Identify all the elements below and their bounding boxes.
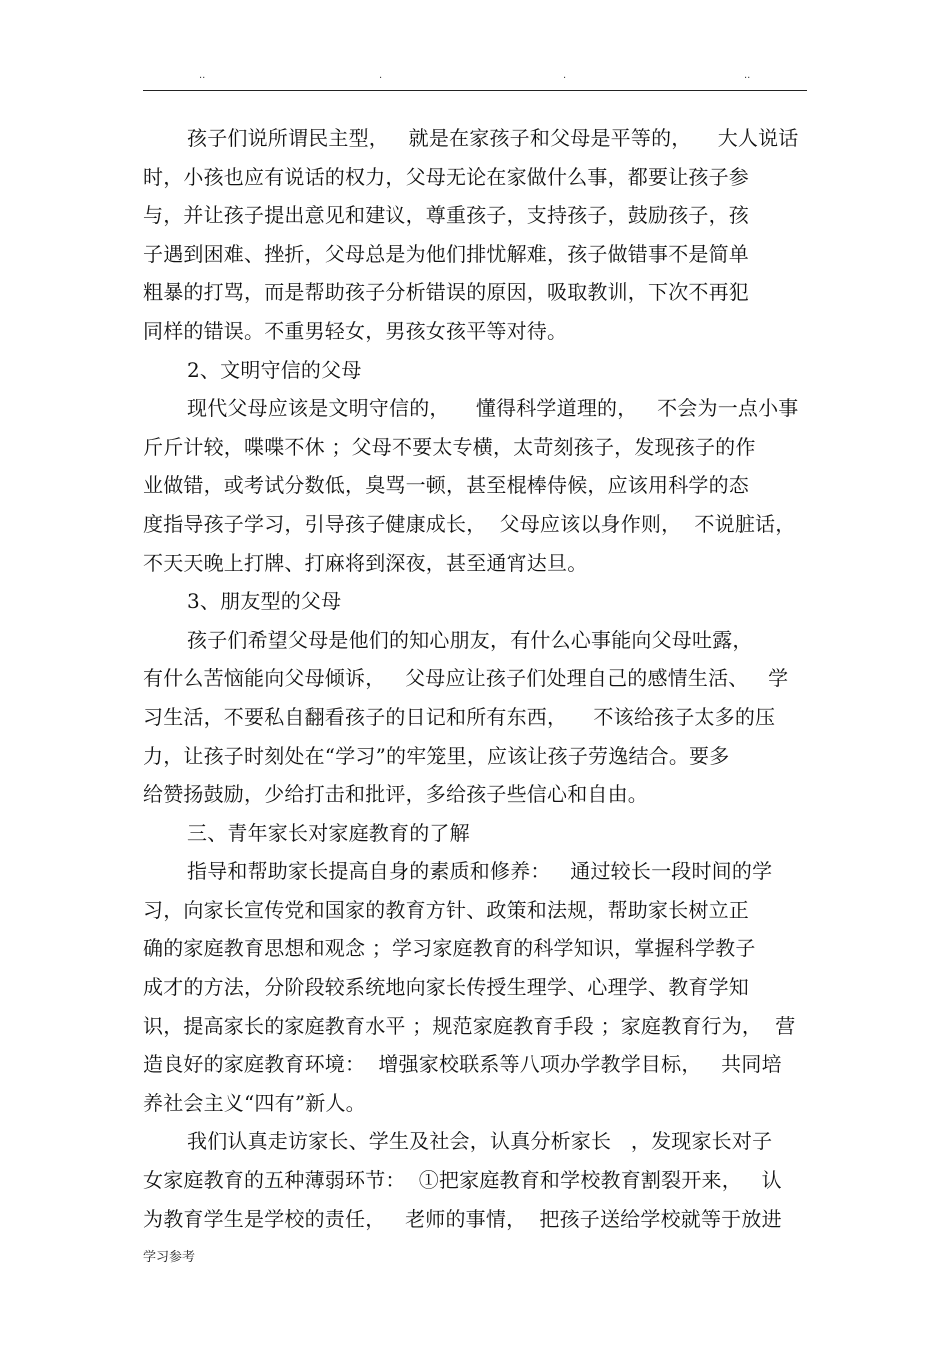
section-heading: 2、文明守信的父母 bbox=[187, 357, 362, 382]
paragraph-line: 业做错，或考试分数低，臭骂一顿，甚至棍棒侍候，应该用科学的态 bbox=[143, 473, 749, 498]
paragraph-line: 孩子们说所谓民主型， 就是在家孩子和父母是平等的， 大人说话 bbox=[187, 126, 799, 150]
paragraph-line: 有什么苦恼能向父母倾诉， 父母应让孩子们处理自己的感情生活、 学 bbox=[143, 666, 789, 691]
paragraph-line: 现代父母应该是文明守信的， 懂得科学道理的， 不会为一点小事 bbox=[187, 396, 799, 421]
header-dots bbox=[143, 70, 807, 84]
header-mark: . bbox=[379, 70, 383, 81]
paragraph-line: 识，提高家长的家庭教育水平 ；规范家庭教育手段 ；家庭教育行为， 营 bbox=[143, 1013, 796, 1038]
paragraph-line: 我们认真走访家长、学生及社会，认真分析家长 ，发现家长对子 bbox=[187, 1129, 773, 1154]
paragraph-line: 同样的错误。不重男轻女，男孩女孩平等对待。 bbox=[143, 318, 568, 343]
paragraph-line: 粗暴的打骂，而是帮助孩子分析错误的原因，吸取教训，下次不再犯 bbox=[143, 280, 749, 305]
document-body bbox=[143, 119, 807, 1238]
paragraph-line: 指导和帮助家长提高自身的素质和修养： 通过较长一段时间的学 bbox=[187, 859, 773, 884]
paragraph-line: 习生活，不要私自翻看孩子的日记和所有东西， 不该给孩子太多的压 bbox=[143, 704, 776, 729]
paragraph-line: 度指导孩子学习，引导孩子健康成长， 父母应该以身作则， 不说脏话， bbox=[143, 511, 796, 536]
paragraph-line: 子遇到困难、挫折，父母总是为他们排忧解难，孩子做错事不是简单 bbox=[143, 241, 749, 266]
paragraph-line: 成才的方法，分阶段较系统地向家长传授生理学、心理学、教育学知 bbox=[143, 975, 749, 1000]
paragraph-line: 时，小孩也应有说话的权力，父母无论在家做什么事，都要让孩子参 bbox=[143, 164, 749, 189]
paragraph-line: 习，向家长宣传党和国家的教育方针、政策和法规，帮助家长树立正 bbox=[143, 897, 749, 922]
paragraph-line: 女家庭教育的五种薄弱环节： ①把家庭教育和学校教育割裂开来， 认 bbox=[143, 1168, 782, 1193]
paragraph-line: 确的家庭教育思想和观念 ；学习家庭教育的科学知识，掌握科学教子 bbox=[143, 936, 756, 961]
paragraph-line: 斤斤计较，喋喋不休 ；父母不要太专横，太苛刻孩子，发现孩子的作 bbox=[143, 434, 756, 459]
section-heading: 三、青年家长对家庭教育的了解 bbox=[187, 820, 470, 845]
header-mark: .. bbox=[199, 70, 206, 81]
paragraph-line: 养社会主义“四有”新人。 bbox=[143, 1090, 366, 1115]
paragraph-line: 孩子们希望父母是他们的知心朋友，有什么心事能向父母吐露， bbox=[187, 627, 753, 652]
footer-label: 学习参考 bbox=[143, 1250, 196, 1265]
paragraph-line: 为教育学生是学校的责任， 老师的事情， 把孩子送给学校就等于放进 bbox=[143, 1206, 782, 1231]
paragraph-line: 力，让孩子时刻处在“学习”的牢笼里，应该让孩子劳逸结合。要多 bbox=[143, 743, 730, 768]
paragraph-line: 与，并让孩子提出意见和建议，尊重孩子，支持孩子，鼓励孩子，孩 bbox=[143, 203, 749, 228]
paragraph-line: 不天天晚上打牌、打麻将到深夜，甚至通宵达旦。 bbox=[143, 550, 588, 575]
header-rule bbox=[143, 90, 807, 91]
section-heading: 3、朋友型的父母 bbox=[187, 589, 342, 614]
paragraph-line: 给赞扬鼓励，少给打击和批评，多给孩子些信心和自由。 bbox=[143, 782, 648, 807]
paragraph-line: 造良好的家庭教育环境： 增强家校联系等八项办学教学目标， 共同培 bbox=[143, 1052, 782, 1077]
header-mark: .. bbox=[744, 70, 751, 81]
header-mark: . bbox=[563, 70, 567, 81]
